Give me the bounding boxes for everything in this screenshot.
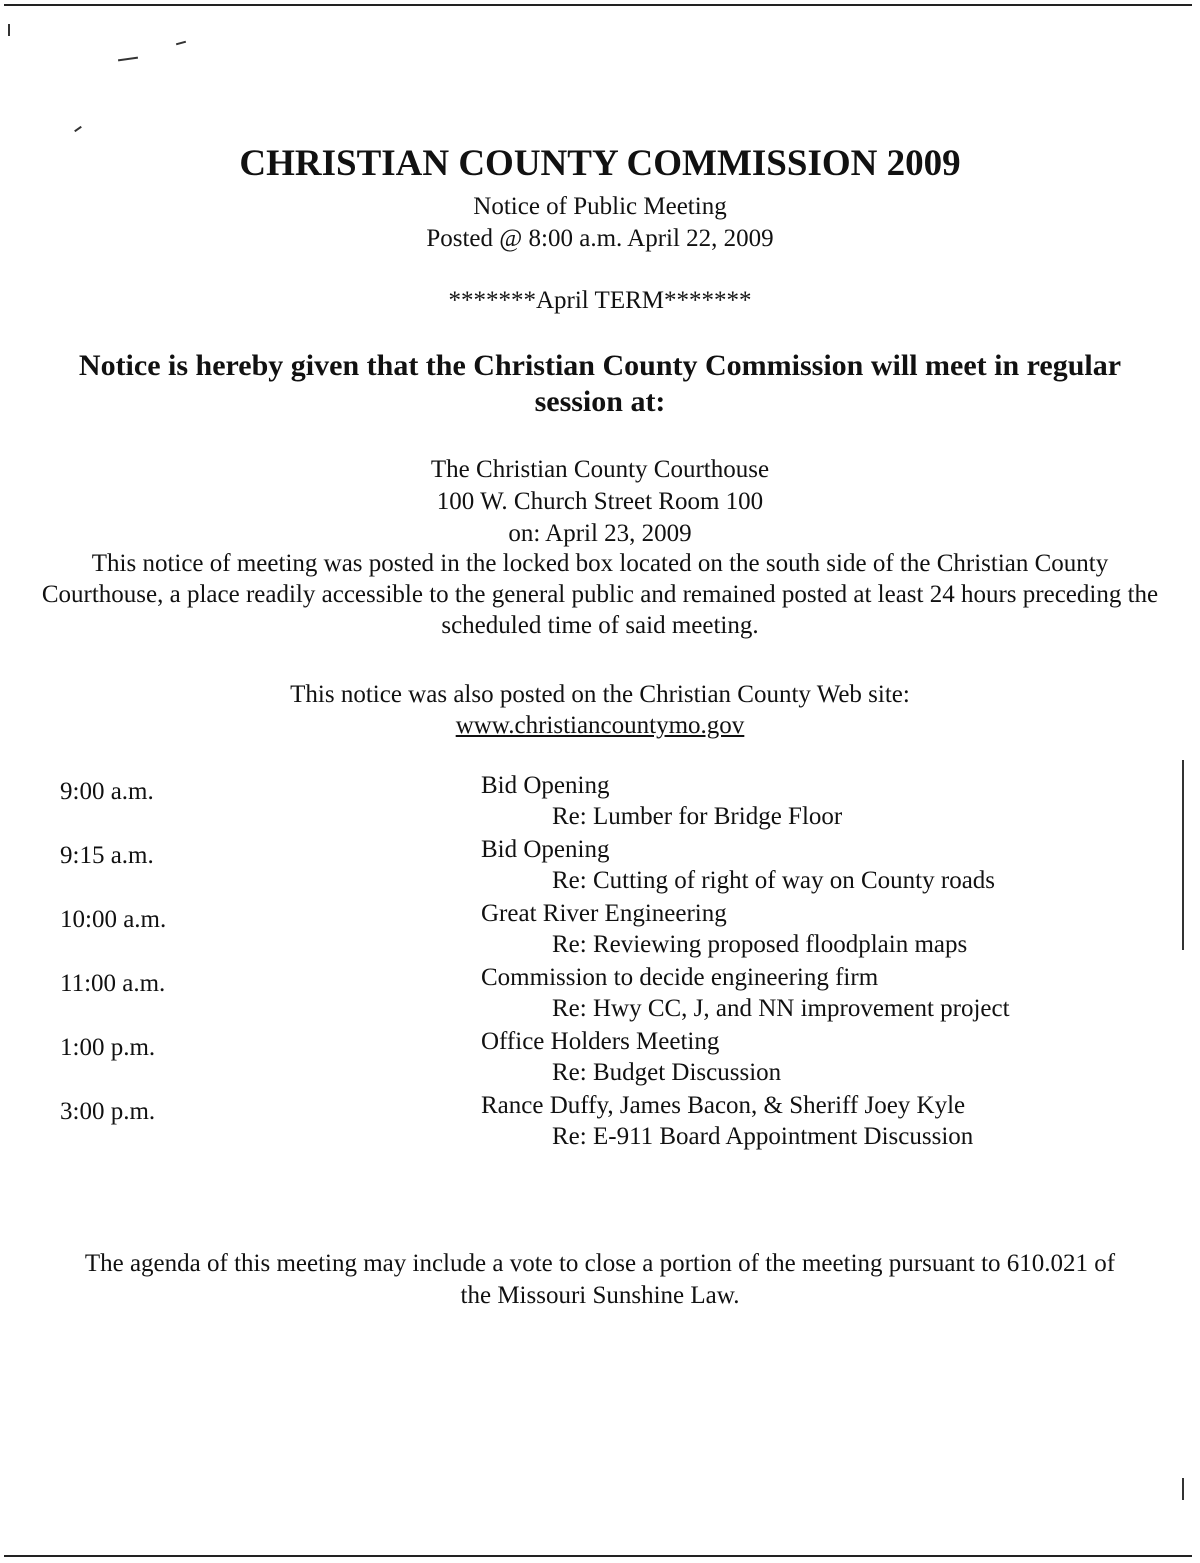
agenda-time: 11:00 a.m.	[60, 970, 166, 997]
agenda-title: Office Holders Meeting	[481, 1028, 720, 1055]
agenda-time: 9:15 a.m.	[60, 842, 154, 869]
document-subtitle: Notice of Public Meeting	[473, 193, 727, 220]
agenda-re: Re: Lumber for Bridge Floor	[552, 803, 843, 830]
agenda-time: 1:00 p.m.	[60, 1034, 156, 1061]
web-note: This notice was also posted on the Christian County Web site:	[290, 681, 910, 708]
agenda-title: Rance Duffy, James Bacon, & Sheriff Joey Kyle	[481, 1092, 966, 1119]
location-place: The Christian County Courthouse	[430, 456, 770, 483]
agenda-re: Re: E-911 Board Appointment Discussion	[552, 1123, 974, 1150]
agenda-re: Re: Reviewing proposed floodplain maps	[552, 931, 968, 958]
agenda-list	[0, 772, 1200, 1156]
agenda-time: 3:00 p.m.	[60, 1098, 156, 1125]
agenda-title: Bid Opening	[481, 772, 610, 799]
posted-timestamp: Posted @ 8:00 a.m. April 22, 2009	[426, 225, 774, 252]
agenda-title: Great River Engineering	[481, 900, 727, 927]
scan-mark	[8, 24, 10, 36]
agenda-item	[0, 772, 1200, 836]
agenda-item	[0, 900, 1200, 964]
agenda-item	[0, 1028, 1200, 1092]
agenda-re: Re: Cutting of right of way on County roads	[552, 867, 996, 894]
sunshine-law-note: The agenda of this meeting may include a vote to close a portion of the meeting pursuant to 610.021 of the Missouri Sunshine Law.	[84, 1250, 1116, 1309]
agenda-time: 10:00 a.m.	[60, 906, 167, 933]
term-label: *******April TERM*******	[448, 287, 752, 314]
agenda-time: 9:00 a.m.	[60, 778, 154, 805]
document-title: CHRISTIAN COUNTY COMMISSION 2009	[239, 143, 961, 184]
agenda-item	[0, 1092, 1200, 1156]
agenda-re: Re: Hwy CC, J, and NN improvement project	[552, 995, 1010, 1022]
agenda-re: Re: Budget Discussion	[552, 1059, 782, 1086]
website-link[interactable]: www.christiancountymo.gov	[455, 712, 745, 739]
agenda-title: Commission to decide engineering firm	[481, 964, 879, 991]
web-url	[0, 710, 1200, 741]
notice-statement: Notice is hereby given that the Christian County Commission will meet in regular session at:	[78, 349, 1122, 418]
posting-statement: This notice of meeting was posted in the locked box located on the south side of the Christian County Courthouse, a place readily accessible to the general public and remained posted at least 24 hours preceding the scheduled time of said meeting.	[41, 550, 1159, 639]
location-address: 100 W. Church Street Room 100	[436, 488, 764, 515]
agenda-item	[0, 836, 1200, 900]
scan-mark	[1182, 1478, 1184, 1500]
agenda-item	[0, 964, 1200, 1028]
meeting-date: on: April 23, 2009	[508, 520, 692, 547]
agenda-title: Bid Opening	[481, 836, 610, 863]
